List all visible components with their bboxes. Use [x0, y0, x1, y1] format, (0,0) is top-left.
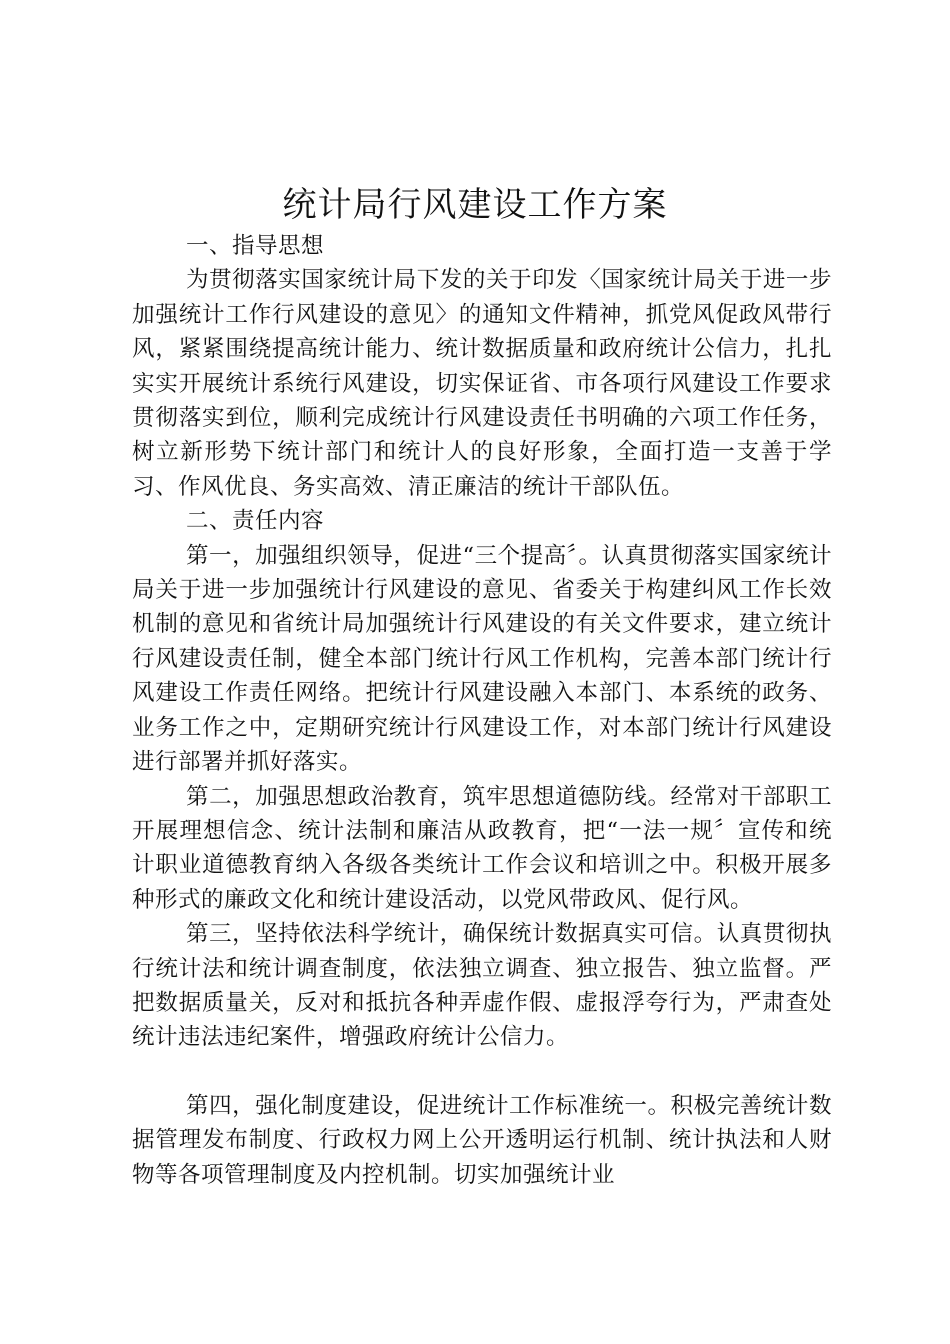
- paragraph-first-responsibility: 第一，加强组织领导，促进“三个提高〞。认真贯彻落实国家统计局关于进一步加强统计行风建设的意见、省委关于构建纠风工作长效机制的意见和省统计局加强统计行风建设的有关文件要求，建立统计行风建设责任制，健全本部门统计行风工作机构，完善本部门统计行风建设工作责任网络。把统计行风建设融入本部门、本系统的政务、业务工作之中，定期研究统计行风建设工作，对本部门统计行风建设进行部署并抓好落实。: [132, 542, 832, 776]
- section-heading-guiding-ideology: 一、指导思想: [186, 233, 325, 259]
- section-heading-responsibilities: 二、责任内容: [186, 508, 325, 535]
- paragraph-third-responsibility: 第三，坚持依法科学统计，确保统计数据真实可信。认真贯彻执行统计法和统计调查制度，依法独立调查、独立报告、独立监督。严把数据质量关，反对和抵抗各种弄虚作假、虚报浮夸行为，严肃查处统计违法违纪案件，增强政府统计公信力。: [132, 921, 832, 1051]
- paragraph-guiding-ideology: 为贯彻落实国家统计局下发的关于印发〈国家统计局关于进一步加强统计工作行风建设的意见〉的通知文件精神，抓党风促政风带行风，紧紧围绕提高统计能力、统计数据质量和政府统计公信力，扎扎实实开展统计系统行风建设，切实保证省、市各项行风建设工作要求贯彻落实到位，顺利完成统计行风建设责任书明确的六项工作任务，树立新形势下统计部门和统计人的良好形象，全面打造一支善于学习、作风优良、务实高效、清正廉洁的统计干部队伍。: [132, 267, 832, 500]
- document-title: 统计局行风建设工作方案: [282, 185, 668, 225]
- document-body: [132, 229, 832, 1192]
- paragraph-fourth-responsibility: 第四，强化制度建设，促进统计工作标准统一。积极完善统计数据管理发布制度、行政权力网上公开透明运行机制、统计执法和人财物等各项管理制度及内控机制。切实加强统计业: [132, 1092, 832, 1188]
- paragraph-second-responsibility: 第二，加强思想政治教育，筑牢思想道德防线。经常对干部职工开展理想信念、统计法制和廉洁从政教育，把“一法一规〞宣传和统计职业道德教育纳入各级各类统计工作会议和培训之中。积极开展多种形式的廉政文化和统计建设活动，以党风带政风、促行风。: [132, 783, 832, 913]
